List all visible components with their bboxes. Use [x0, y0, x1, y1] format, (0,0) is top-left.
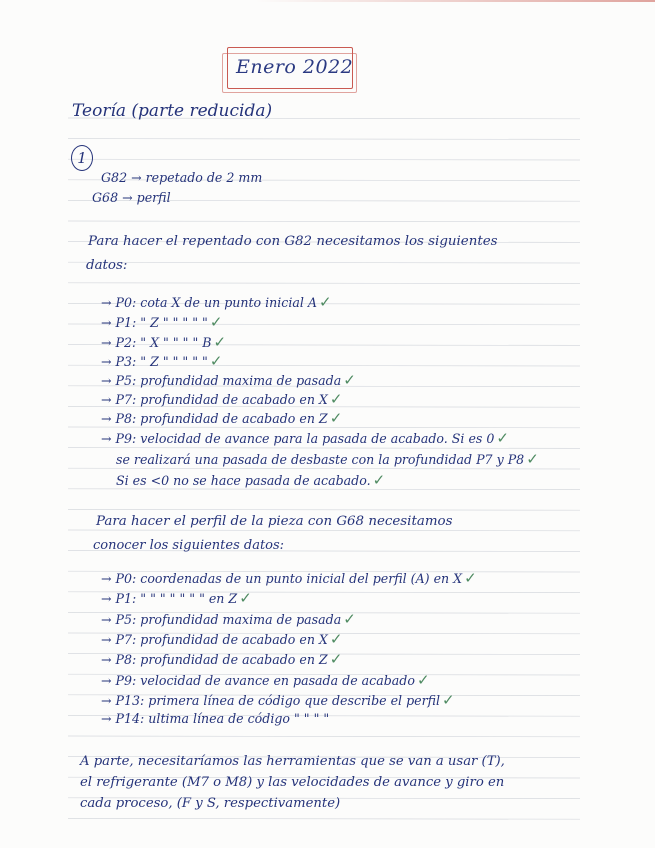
list-item: → P1: " Z " " " " " ✓	[101, 313, 223, 331]
text-line: conocer los siguientes datos:	[93, 538, 285, 553]
list-item: → P5: profundidad maxima de pasada ✓	[101, 371, 356, 389]
text-line: se realizará una pasada de desbaste con la profundidad P7 y P8 ✓	[116, 450, 539, 468]
check-icon: ✓	[329, 630, 343, 648]
check-icon: ✓	[329, 650, 343, 668]
rule-line	[68, 139, 580, 140]
text-line: A parte, necesitaríamos las herramientas que se van a usar (T),	[80, 754, 505, 769]
check-icon: ✓	[526, 450, 539, 468]
rule-line	[68, 468, 580, 469]
text-line: el refrigerante (M7 o M8) y las velocidades de avance y giro en	[80, 775, 505, 790]
rule-line	[68, 448, 580, 449]
list-item: → P0: cota X de un punto inicial A ✓	[101, 293, 332, 311]
check-icon: ✓	[343, 610, 356, 628]
check-icon: ✓	[343, 371, 356, 389]
page-title: Enero 2022	[236, 56, 354, 78]
check-icon: ✓	[213, 333, 227, 351]
list-item: → P2: " X " " " " B ✓	[101, 333, 227, 351]
check-icon: ✓	[329, 409, 343, 427]
list-item: → P9: velocidad de avance en pasada de acabado ✓	[101, 671, 430, 689]
rule-line	[68, 530, 580, 531]
rule-line	[68, 489, 580, 490]
list-item: → P1: " " " " " " " en Z ✓	[101, 589, 252, 607]
text-line: G82 → repetado de 2 mm	[101, 170, 263, 185]
rule-line	[68, 283, 580, 284]
list-item: → P0: coordenadas de un punto inicial del perfil (A) en X ✓	[101, 569, 477, 587]
rule-line	[68, 509, 580, 510]
check-icon: ✓	[209, 313, 223, 331]
rule-line	[68, 221, 580, 222]
text-line: Si es <0 no se hace pasada de acabado. ✓	[116, 471, 386, 489]
check-icon: ✓	[464, 569, 477, 587]
list-item: → P3: " Z " " " " " ✓	[101, 352, 223, 370]
section-heading: Teoría (parte reducida)	[72, 101, 273, 121]
text-line: datos:	[86, 258, 128, 273]
check-icon: ✓	[239, 589, 252, 607]
check-icon: ✓	[416, 671, 430, 689]
list-item: → P14: ultima línea de código " " " "	[101, 711, 330, 726]
check-icon: ✓	[496, 429, 509, 447]
check-icon: ✓	[319, 293, 332, 311]
check-icon: ✓	[329, 390, 343, 408]
check-icon: ✓	[372, 471, 386, 489]
list-item: → P8: profundidad de acabado en Z ✓	[101, 409, 343, 427]
text-line: Para hacer el repentado con G82 necesitamos los siguientes	[88, 234, 498, 249]
rule-line	[68, 159, 580, 160]
list-item: → P8: profundidad de acabado en Z ✓	[101, 650, 343, 668]
list-item: → P7: profundidad de acabado en X ✓	[101, 390, 343, 408]
text-line: G68 → perfil	[92, 190, 171, 205]
rule-line	[68, 427, 580, 428]
text-line: cada proceso, (F y S, respectivamente)	[80, 796, 341, 811]
rule-line	[68, 262, 580, 263]
list-item: → P13: primera línea de código que describe el perfil ✓	[101, 691, 455, 709]
question-number: 1	[71, 145, 93, 171]
list-item: → P5: profundidad maxima de pasada ✓	[101, 610, 356, 628]
list-item: → P7: profundidad de acabado en X ✓	[101, 630, 343, 648]
list-item: → P9: velocidad de avance para la pasada de acabado. Si es 0 ✓	[101, 429, 509, 447]
check-icon: ✓	[442, 691, 455, 709]
text-line: Para hacer el perfil de la pieza con G68 necesitamos	[96, 514, 453, 529]
rule-line	[68, 736, 580, 737]
rule-line	[68, 818, 580, 819]
check-icon: ✓	[209, 352, 223, 370]
